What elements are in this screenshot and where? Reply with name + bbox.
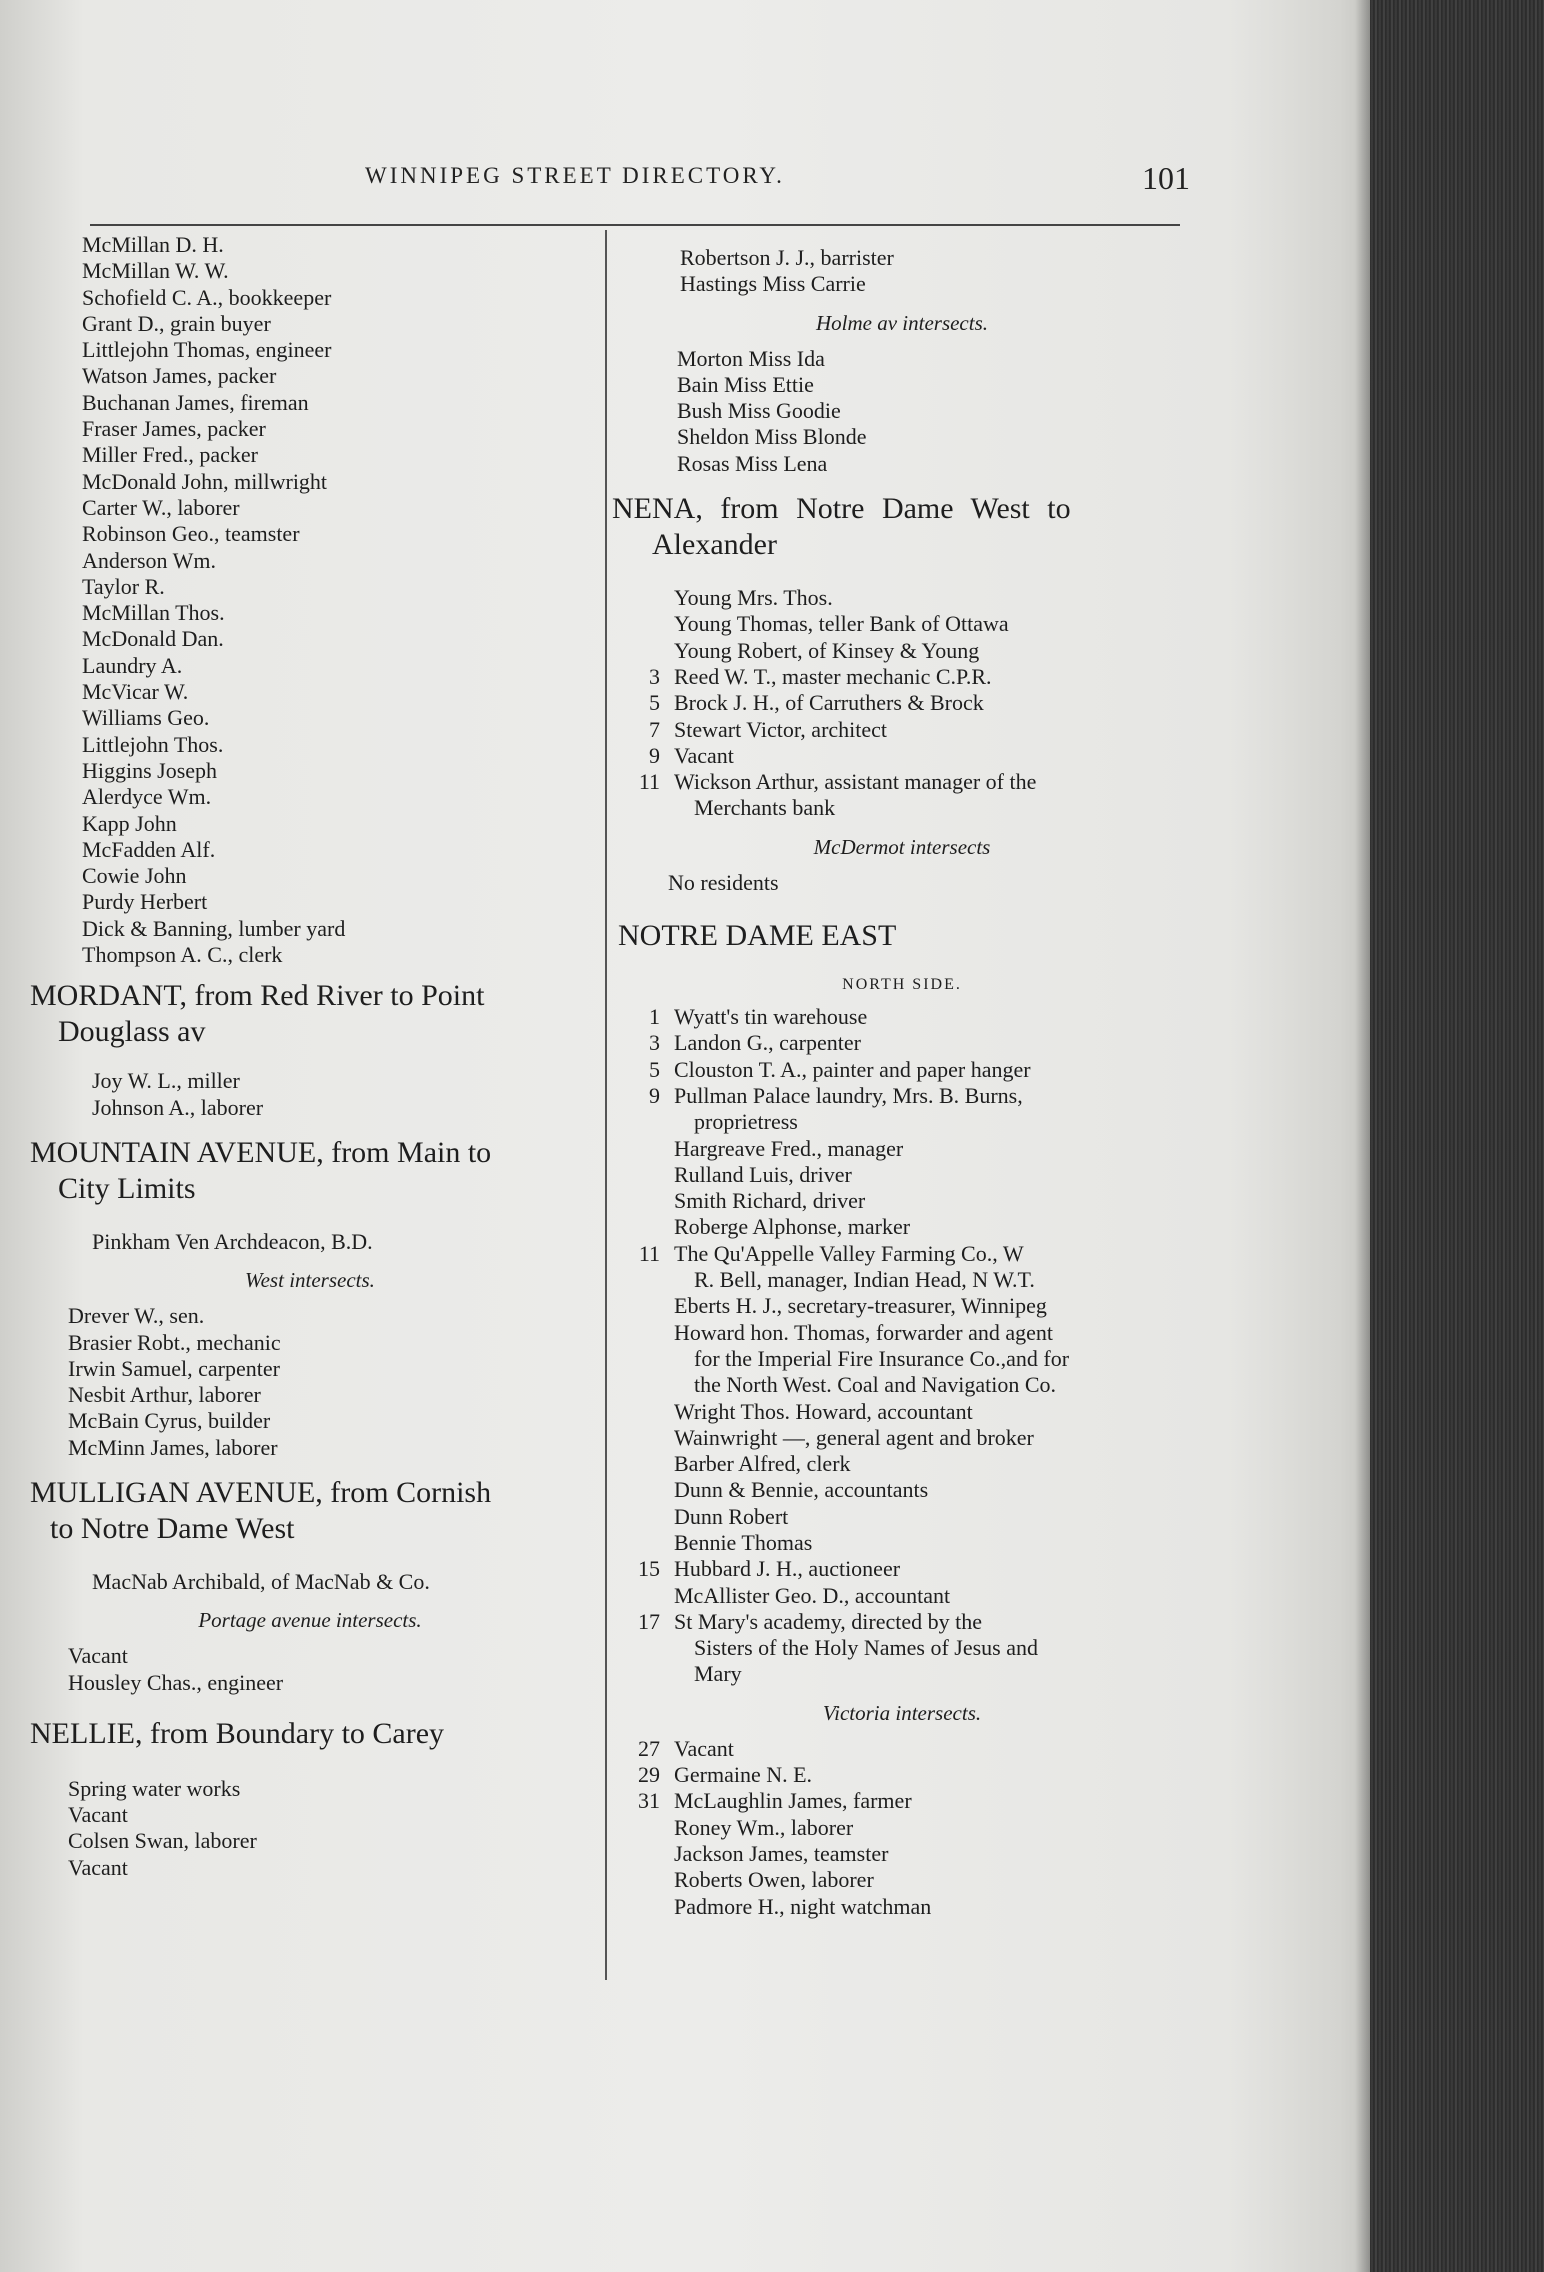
street-heading-notre-dame-east bbox=[612, 918, 1192, 954]
house-number: 27 bbox=[638, 1735, 660, 1761]
house-number: 5 bbox=[649, 1056, 660, 1082]
list-item: Vacant bbox=[68, 1643, 128, 1669]
list-item bbox=[612, 664, 1192, 690]
list-item: McMillan Thos. bbox=[82, 600, 225, 626]
intersection-note: Portage avenue intersects. bbox=[198, 1608, 422, 1633]
top-entries-list bbox=[30, 232, 590, 968]
list-item: Young Robert, of Kinsey & Young bbox=[674, 637, 980, 663]
list-item: No residents bbox=[668, 869, 779, 895]
list-item: Roney Wm., laborer bbox=[674, 1814, 854, 1840]
column-divider bbox=[605, 230, 607, 1980]
list-item: Barber Alfred, clerk bbox=[674, 1451, 851, 1477]
street-heading-line: NELLIE, from Boundary to Carey bbox=[30, 1716, 445, 1750]
list-item: MacNab Archibald, of MacNab & Co. bbox=[92, 1568, 430, 1594]
house-number: 1 bbox=[649, 1004, 660, 1030]
list-item: Robertson J. J., barrister bbox=[680, 245, 894, 270]
list-item bbox=[612, 717, 1192, 743]
list-item: Young Thomas, teller Bank of Ottawa bbox=[674, 611, 1009, 637]
house-number: 7 bbox=[649, 716, 660, 742]
street-heading-mordant bbox=[30, 978, 590, 1050]
list-item: Joy W. L., miller bbox=[92, 1068, 240, 1094]
list-item: Cowie John bbox=[82, 863, 187, 889]
entry-text: Stewart Victor, architect bbox=[674, 716, 888, 742]
street-heading-line: MOUNTAIN AVENUE, from Main to bbox=[30, 1135, 492, 1169]
list-item: Nesbit Arthur, laborer bbox=[68, 1382, 261, 1408]
street-heading-line: Douglass av bbox=[58, 1015, 206, 1049]
list-item: Laundry A. bbox=[82, 652, 183, 678]
page-number: 101 bbox=[1142, 160, 1190, 196]
list-item: Higgins Joseph bbox=[82, 757, 218, 783]
list-item: Thompson A. C., clerk bbox=[82, 942, 283, 968]
list-item bbox=[612, 1241, 1192, 1267]
list-item: Watson James, packer bbox=[82, 363, 277, 389]
list-item bbox=[612, 1057, 1192, 1083]
list-item: Johnson A., laborer bbox=[92, 1094, 264, 1120]
list-item: Vacant bbox=[68, 1854, 128, 1880]
list-item-continuation: the North West. Coal and Navigation Co. bbox=[694, 1372, 1056, 1398]
list-item: McDonald Dan. bbox=[82, 626, 224, 652]
entry-text: Wickson Arthur, assistant manager of the bbox=[674, 769, 1037, 795]
list-item: Hastings Miss Carrie bbox=[680, 271, 866, 297]
list-item bbox=[612, 1736, 1192, 1762]
list-item: McDonald John, millwright bbox=[82, 468, 328, 494]
street-heading-nena bbox=[612, 491, 1192, 563]
list-item-continuation: for the Imperial Fire Insurance Co.,and for bbox=[694, 1345, 1070, 1371]
entry-text: McLaughlin James, farmer bbox=[674, 1788, 912, 1814]
list-item: Jackson James, teamster bbox=[674, 1840, 889, 1866]
list-item: Robinson Geo., teamster bbox=[82, 521, 300, 547]
list-item: Morton Miss Ida bbox=[677, 345, 825, 371]
right-column bbox=[612, 245, 1192, 1920]
list-item bbox=[612, 690, 1192, 716]
list-item: Dunn & Bennie, accountants bbox=[674, 1477, 929, 1503]
list-item: Littlejohn Thomas, engineer bbox=[82, 337, 332, 363]
house-number: 9 bbox=[649, 1082, 660, 1108]
street-heading-line: City Limits bbox=[58, 1171, 196, 1205]
list-item: McVicar W. bbox=[82, 679, 189, 705]
list-item bbox=[612, 1788, 1192, 1814]
list-item: Smith Richard, driver bbox=[674, 1188, 866, 1214]
intersection-note: West intersects. bbox=[245, 1268, 375, 1293]
list-item: Irwin Samuel, carpenter bbox=[68, 1355, 280, 1381]
list-item: McMinn James, laborer bbox=[68, 1434, 278, 1460]
list-item: Miller Fred., packer bbox=[82, 442, 258, 468]
list-item-continuation: Sisters of the Holy Names of Jesus and bbox=[694, 1635, 1039, 1661]
list-item: Dunn Robert bbox=[674, 1503, 789, 1529]
list-item bbox=[612, 1762, 1192, 1788]
house-number: 5 bbox=[649, 690, 660, 716]
list-item: Padmore H., night watchman bbox=[674, 1893, 932, 1919]
list-item: Young Mrs. Thos. bbox=[674, 585, 833, 611]
entry-text: Wyatt's tin warehouse bbox=[674, 1004, 868, 1030]
list-item: Bennie Thomas bbox=[674, 1529, 813, 1555]
intersection-note: Holme av intersects. bbox=[815, 310, 989, 335]
list-item bbox=[612, 1556, 1192, 1582]
list-item: Grant D., grain buyer bbox=[82, 310, 271, 336]
list-item: Buchanan James, fireman bbox=[82, 389, 309, 415]
street-heading-line: MULLIGAN AVENUE, from Cornish bbox=[30, 1475, 492, 1509]
list-item bbox=[612, 1083, 1192, 1109]
list-item: Hargreave Fred., manager bbox=[674, 1135, 904, 1161]
list-item: Pinkham Ven Archdeacon, B.D. bbox=[92, 1228, 373, 1254]
entry-text: Hubbard J. H., auctioneer bbox=[674, 1556, 901, 1582]
house-number: 17 bbox=[638, 1608, 660, 1634]
list-item: McMillan W. W. bbox=[82, 258, 229, 284]
list-item: Housley Chas., engineer bbox=[68, 1669, 284, 1695]
list-item: McMillan D. H. bbox=[82, 232, 224, 257]
street-side-label: NORTH SIDE. bbox=[842, 976, 962, 994]
list-item: Schofield C. A., bookkeeper bbox=[82, 284, 332, 310]
list-item: Bain Miss Ettie bbox=[677, 371, 814, 397]
list-item: Williams Geo. bbox=[82, 705, 210, 731]
street-heading-line: Alexander bbox=[652, 528, 777, 562]
list-item: Kapp John bbox=[82, 810, 177, 836]
entry-text: Vacant bbox=[674, 1735, 734, 1761]
house-number: 31 bbox=[638, 1788, 660, 1814]
street-heading-nellie bbox=[30, 1716, 590, 1752]
list-item bbox=[612, 1609, 1192, 1635]
list-item-continuation: R. Bell, manager, Indian Head, N W.T. bbox=[694, 1267, 1035, 1293]
list-item: Wright Thos. Howard, accountant bbox=[674, 1398, 973, 1424]
list-item: Wainwright —, general agent and broker bbox=[674, 1424, 1034, 1450]
list-item: Littlejohn Thos. bbox=[82, 731, 224, 757]
list-item bbox=[612, 743, 1192, 769]
street-heading-line: NENA, from Notre Dame West to bbox=[612, 492, 1071, 526]
list-item: Sheldon Miss Blonde bbox=[677, 424, 867, 450]
list-item: Fraser James, packer bbox=[82, 416, 266, 442]
list-item bbox=[612, 1030, 1192, 1056]
list-item: Roberts Owen, laborer bbox=[674, 1867, 874, 1893]
list-item-continuation: proprietress bbox=[694, 1109, 798, 1135]
house-number: 3 bbox=[649, 663, 660, 689]
entry-text: St Mary's academy, directed by the bbox=[674, 1608, 982, 1634]
entry-text: The Qu'Appelle Valley Farming Co., W bbox=[674, 1240, 1024, 1266]
entry-text: Vacant bbox=[674, 742, 734, 768]
list-item: Colsen Swan, laborer bbox=[68, 1828, 257, 1854]
list-item: Brasier Robt., mechanic bbox=[68, 1329, 281, 1355]
entry-text: Landon G., carpenter bbox=[674, 1030, 861, 1056]
list-item-continuation: Mary bbox=[694, 1661, 742, 1687]
street-heading-mountain bbox=[30, 1135, 590, 1207]
house-number: 11 bbox=[638, 769, 660, 795]
list-item: Eberts H. J., secretary-treasurer, Winnipeg bbox=[674, 1293, 1047, 1319]
list-item bbox=[612, 1004, 1192, 1030]
book-spine-edge bbox=[1370, 0, 1544, 2272]
list-item: Rulland Luis, driver bbox=[674, 1161, 852, 1187]
list-item: Taylor R. bbox=[82, 573, 165, 599]
entry-text: Clouston T. A., painter and paper hanger bbox=[674, 1056, 1031, 1082]
street-heading-line: MORDANT, from Red River to Point bbox=[30, 979, 485, 1013]
list-item: Spring water works bbox=[68, 1775, 241, 1801]
list-item: Purdy Herbert bbox=[82, 889, 208, 915]
list-item: Rosas Miss Lena bbox=[677, 450, 828, 476]
list-item: Carter W., laborer bbox=[82, 494, 240, 520]
street-heading-line: to Notre Dame West bbox=[50, 1511, 295, 1545]
house-number: 3 bbox=[649, 1030, 660, 1056]
list-item: Vacant bbox=[68, 1802, 128, 1828]
list-item: Alerdyce Wm. bbox=[82, 784, 212, 810]
header-rule bbox=[90, 224, 1180, 226]
list-item: Drever W., sen. bbox=[68, 1303, 205, 1329]
house-number: 29 bbox=[638, 1762, 660, 1788]
running-header: WINNIPEG STREET DIRECTORY. bbox=[365, 163, 785, 188]
list-item: Anderson Wm. bbox=[82, 547, 217, 573]
street-heading-mulligan bbox=[30, 1475, 590, 1547]
house-number: 11 bbox=[638, 1240, 660, 1266]
entry-text: Germaine N. E. bbox=[674, 1762, 813, 1788]
street-heading-line: NOTRE DAME EAST bbox=[618, 919, 897, 953]
entry-text: Pullman Palace laundry, Mrs. B. Burns, bbox=[674, 1082, 1023, 1108]
entry-text: Reed W. T., master mechanic C.P.R. bbox=[674, 663, 992, 689]
list-item: Bush Miss Goodie bbox=[677, 398, 841, 424]
list-item: Roberge Alphonse, marker bbox=[674, 1214, 911, 1240]
list-item bbox=[612, 769, 1192, 795]
intersection-note: Victoria intersects. bbox=[822, 1700, 982, 1725]
list-item: McFadden Alf. bbox=[82, 836, 216, 862]
list-item: McBain Cyrus, builder bbox=[68, 1408, 271, 1434]
left-column bbox=[30, 232, 590, 1881]
list-item: Dick & Banning, lumber yard bbox=[82, 915, 346, 941]
house-number: 9 bbox=[649, 742, 660, 768]
house-number: 15 bbox=[638, 1556, 660, 1582]
list-item: Howard hon. Thomas, forwarder and agent bbox=[674, 1319, 1053, 1345]
list-item: McAllister Geo. D., accountant bbox=[674, 1582, 951, 1608]
entry-text: Brock J. H., of Carruthers & Brock bbox=[674, 690, 984, 716]
intersection-note: McDermot intersects bbox=[813, 834, 991, 859]
list-item-continuation: Merchants bank bbox=[694, 795, 836, 821]
